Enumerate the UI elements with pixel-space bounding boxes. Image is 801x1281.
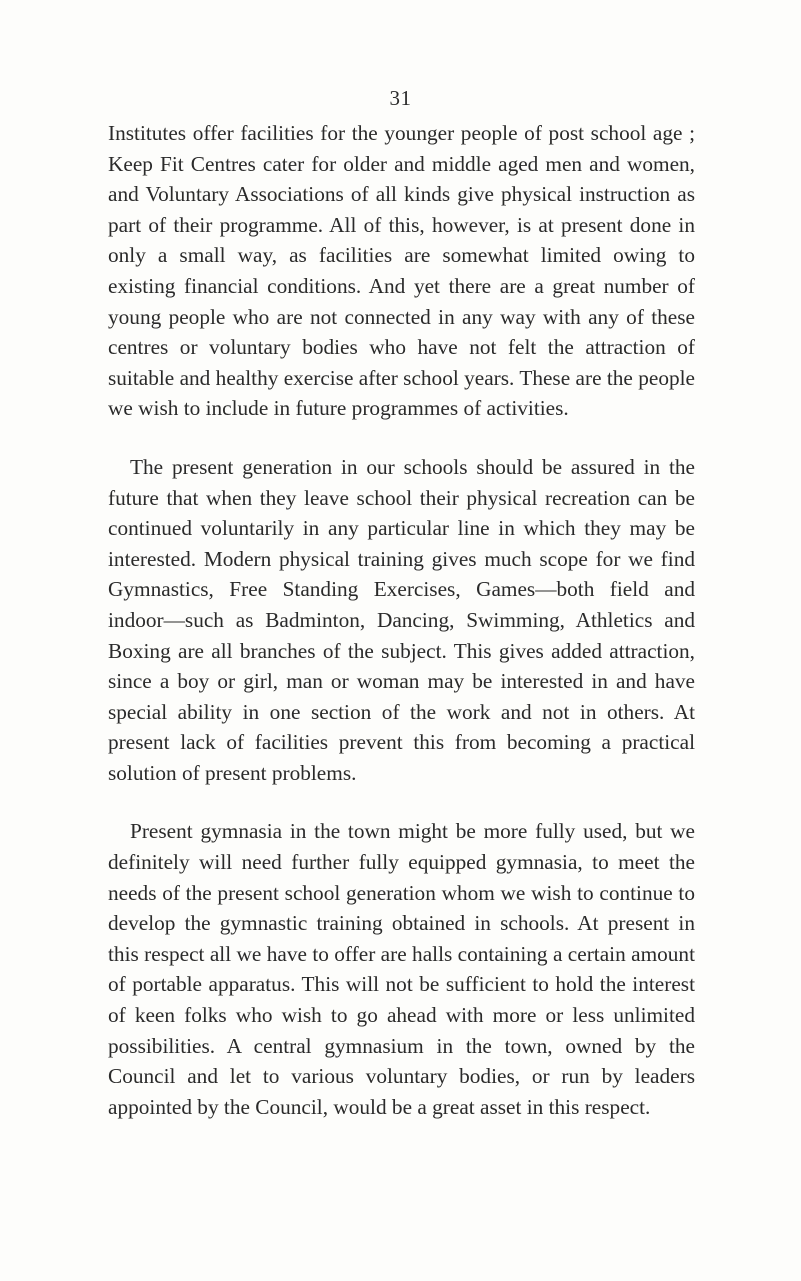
paragraph-3: Present gymnasia in the town might be more fully used, but we definitely will need further fully equipped gymnasia, to meet the needs of the present school generation whom we wish to continue to develop the gymnastic training obtained in schools. At present in this respect all we have to offer are halls containing a certain amount of portable apparatus. This will not be sufficient to hold the interest of keen folks who wish to go ahead with more or less unlimited possibilities. A central gymnasium in the town, owned by the Council and let to various voluntary bodies, or run by leaders appointed by the Council, would be a great asset in this respect. [108,819,695,1119]
page-number: 31 [389,86,412,110]
paragraph-1: Institutes offer facilities for the younger people of post school age ; Keep Fit Centres cater for older and middle aged men and women, and Voluntary Associations of all kinds give physical instruction as part of their programme. All of this, however, is at present done in only a small way, as facilities are somewhat limited owing to existing financial conditions. And yet there are a great number of young people who are not connected in any way with any of these centres or voluntary bodies who have not felt the attraction of suitable and healthy exercise after school years. These are the people we wish to include in future programmes of activities. [108,121,695,421]
paragraph-2: The present generation in our schools should be assured in the future that when they leave school their physical recreation can be continued voluntarily in any particular line in which they may be interested. Modern physical training gives much scope for we find Gymnastics, Free Standing Exercises, Games—both field and indoor—such as Badminton, Dancing, Swimming, Athletics and Boxing are all branches of the subject. This gives added attraction, since a boy or girl, man or woman may be interested in and have special ability in one section of the work and not in others. At present lack of facilities prevent this from becoming a practical solution of present problems. [108,454,695,785]
body-text [108,118,695,1150]
